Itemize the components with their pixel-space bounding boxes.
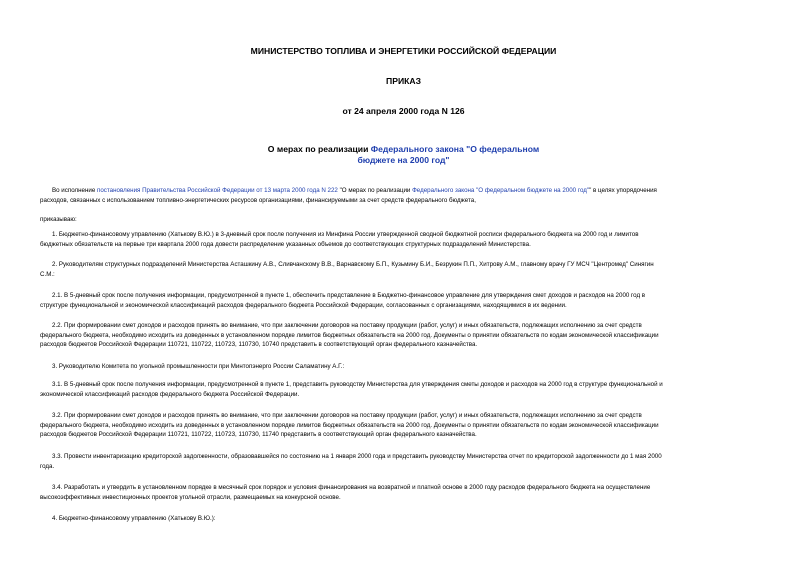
p2-line-1: 2. Руководителям структурных подразделений Министерства Асташкину А.В., Сливчанскому В.В., Варнавскому Б.П., Кузьмину Б.И., Безрукин П.П., Хитрову А.М., главному врачу ГУ МСЧ "Центромед" Синягин (52, 261, 654, 268)
paragraph-2-1 (40, 291, 767, 310)
ministry-heading: МИНИСТЕРСТВО ТОПЛИВА И ЭНЕРГЕТИКИ РОССИЙСКОЙ ФЕДЕРАЦИИ (250, 46, 557, 56)
paragraph-3-1 (40, 380, 767, 399)
paragraph-3-4 (40, 483, 767, 502)
title-prefix: О мерах по реализации (267, 144, 371, 154)
paragraph-2-2 (40, 321, 767, 350)
p33-line-1: 3.3. Провести инвентаризацию кредиторской задолженности, образовавшейся по состоянию на 1 января 2000 года и представить руководству Министерства отчет по кредиторской задолженности до 1 мая 2000 (52, 453, 662, 460)
intro-paragraph (40, 186, 767, 205)
p34-line-1: 3.4. Разработать и утвердить в установленном порядке в месячный срок порядок и условия финансирования на возвратной и платной основе в 2000 году расходов федерального бюджета на осуществление (52, 484, 651, 491)
p34-line-2: высокоэффективных инвестиционных проектов угольной отрасли, размещаемых на конкурсной основе. (40, 493, 341, 501)
title-line-2 (0, 155, 807, 166)
title-line-1 (0, 144, 807, 155)
p22-line-2: федерального бюджета, необходимо исходить из доведенных в установленном порядке лимитов бюджетных обязательств на 2000 год. Документы о принятии обязательств по кодам экономической классификации (40, 331, 659, 339)
p21-line-2: структуре функциональной и экономической классификаций расходов федерального бюджета Российской Федерации, согласованных с организациями, находящимися в их ведении. (40, 301, 567, 309)
p21-line-1: 2.1. В 5-дневный срок после получения информации, предусмотренной в пункте 1, обеспечить представление в Бюджетно-финансовое управление для утверждения смет доходов и расходов на 2000 год в (52, 292, 646, 299)
intro-line-1 (40, 186, 767, 196)
p1-line-2: бюджетных обязательств на первые три квартала 2000 года довести распределение указанных объемов до соответствующих структурных подразделений Министерства. (40, 240, 531, 248)
paragraph-3 (40, 362, 767, 372)
p31-line-2: экономической классификаций расходов федерального бюджета Российской Федерации. (40, 390, 300, 398)
p22-line-3: расходов бюджетов Российской Федерации 110721, 110722, 110723, 110730, 10740 представить в соответствующий орган федерального казначейства. (40, 341, 478, 349)
order-text: приказываю: (40, 216, 77, 223)
p32-line-2: федерального бюджета, необходимо исходить из доведенных в установленном порядке лимитов бюджетных обязательств на 2000 год. Документы о принятии обязательств по кодам экономической классификации (40, 421, 659, 429)
order-heading: ПРИКАЗ (386, 76, 421, 86)
p33-line-2: года. (40, 462, 55, 470)
budget-law-link[interactable]: Федерального закона "О федеральном бюджете на 2000 год" (412, 187, 590, 194)
p32-line-3: расходов бюджетов Российской Федерации 110721, 110722, 110723, 110730, 11740 представить в соответствующий орган федерального казначейства. (40, 431, 477, 439)
paragraph-1 (40, 230, 767, 249)
p3-line-1: 3. Руководителю Комитета по угольной промышленности при Минтопэнерго России Саламатину А.Г.: (52, 363, 345, 370)
federal-law-link-continued[interactable]: бюджете на 2000 год" (357, 155, 450, 165)
government-decree-link[interactable]: постановления Правительства Российской Федерации от 13 марта 2000 года N 222 (97, 187, 338, 194)
p31-line-1: 3.1. В 5-дневный срок после получения информации, предусмотренной в пункте 1, представить руководству Министерства для утверждения сметы доходов и расходов на 2000 год в структуре функциональной и (52, 381, 663, 388)
p4-line-1: 4. Бюджетно-финансовому управлению (Хатькову В.Ю.): (52, 515, 216, 522)
p1-line-1: 1. Бюджетно-финансовому управлению (Хатькову В.Ю.) в 3-дневный срок после получения из Минфина России утвержденной сводной бюджетной росписи федерального бюджета на 2000 год и лимитов (52, 231, 639, 238)
order-word (40, 215, 767, 225)
p32-line-1: 3.2. При формировании смет доходов и расходов принять во внимание, что при заключении договоров на поставку продукции (работ, услуг) и иных обязательств, подлежащих исполнению за счет средств (52, 412, 642, 419)
p22-line-1: 2.2. При формировании смет доходов и расходов принять во внимание, что при заключении договоров на поставку продукции (работ, услуг) и иных обязательств, подлежащих исполнению за счет средств (52, 322, 642, 329)
paragraph-3-3 (40, 452, 767, 471)
federal-law-link[interactable]: Федерального закона "О федеральном (370, 144, 540, 154)
paragraph-3-2 (40, 411, 767, 440)
intro-mid: "О мерах по реализации (337, 187, 413, 194)
date-number: от 24 апреля 2000 года N 126 (342, 106, 465, 116)
intro-pre: Во исполнение (52, 187, 97, 194)
paragraph-4 (40, 514, 767, 524)
document-title (0, 144, 807, 166)
p2-line-2: С.М.: (40, 270, 55, 278)
intro-post: " в целях упорядочения (589, 187, 657, 194)
paragraph-2 (40, 260, 767, 279)
intro-line-2: расходов, связанных с использованием топливно-энергетических ресурсов организациями, финансируемыми за счет средств федерального бюджета, (40, 196, 476, 204)
